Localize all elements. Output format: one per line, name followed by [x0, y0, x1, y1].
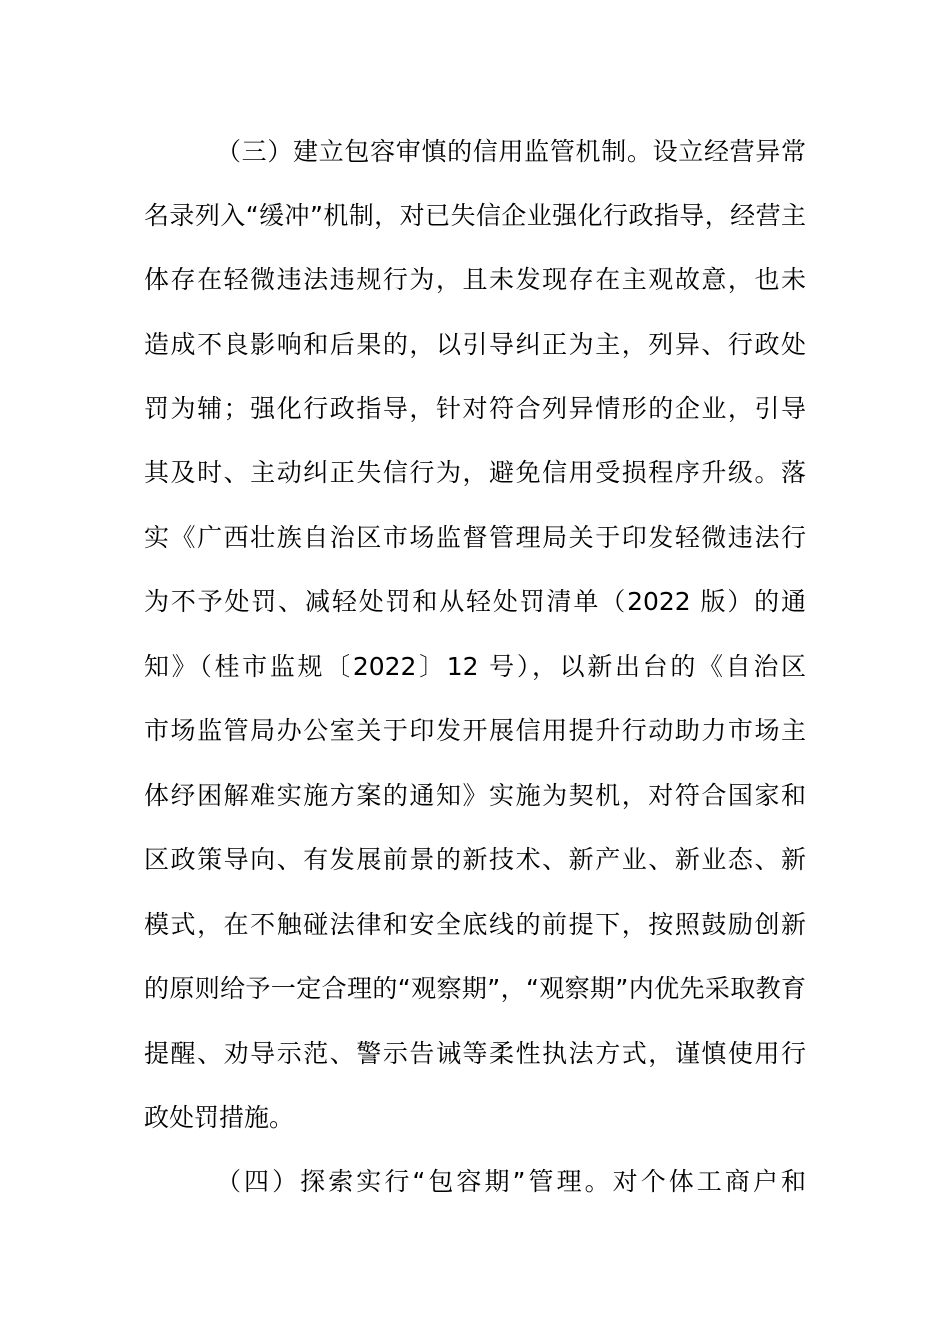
paragraph-3-line-12: 区政策导向、有发展前景的新技术、新产业、新业态、新	[144, 845, 806, 874]
paragraph-3-line-10: 市场监管局办公室关于印发开展信用提升行动助力市场主	[144, 716, 806, 745]
paragraph-3-line-4: 造成不良影响和后果的，以引导纠正为主，列异、行政处	[144, 330, 806, 359]
paragraph-3-line-7: 实《广西壮族自治区市场监督管理局关于印发轻微违法行	[144, 523, 806, 552]
paragraph-4-line-1: （四）探索实行“包容期”管理。对个体工商户和	[216, 1167, 806, 1196]
paragraph-3-line-1: （三）建立包容审慎的信用监管机制。设立经营异常	[216, 137, 806, 166]
paragraph-3-line-14: 的原则给予一定合理的“观察期”，“观察期”内优先采取教育	[144, 974, 806, 1003]
paragraph-3-line-15: 提醒、劝导示范、警示告诫等柔性执法方式，谨慎使用行	[144, 1039, 806, 1068]
paragraph-3-line-6: 其及时、主动纠正失信行为，避免信用受损程序升级。落	[144, 458, 806, 487]
paragraph-3-line-13: 模式，在不触碰法律和安全底线的前提下，按照鼓励创新	[144, 910, 806, 939]
paragraph-3-line-8: 为不予处罚、减轻处罚和从轻处罚清单（2022 版）的通	[144, 587, 806, 616]
paragraph-3-line-2: 名录列入“缓冲”机制，对已失信企业强化行政指导，经营主	[144, 201, 806, 230]
paragraph-3-line-16: 政处罚措施。	[144, 1103, 295, 1132]
paragraph-3-line-9: 知》（桂市监规〔2022〕12 号），以新出台的《自治区	[144, 652, 806, 681]
paragraph-3-line-11: 体纾困解难实施方案的通知》实施为契机，对符合国家和	[144, 781, 806, 810]
paragraph-3-line-5: 罚为辅；强化行政指导，针对符合列异情形的企业，引导	[144, 394, 806, 423]
paragraph-3-line-3: 体存在轻微违法违规行为，且未发现存在主观故意，也未	[144, 265, 806, 294]
